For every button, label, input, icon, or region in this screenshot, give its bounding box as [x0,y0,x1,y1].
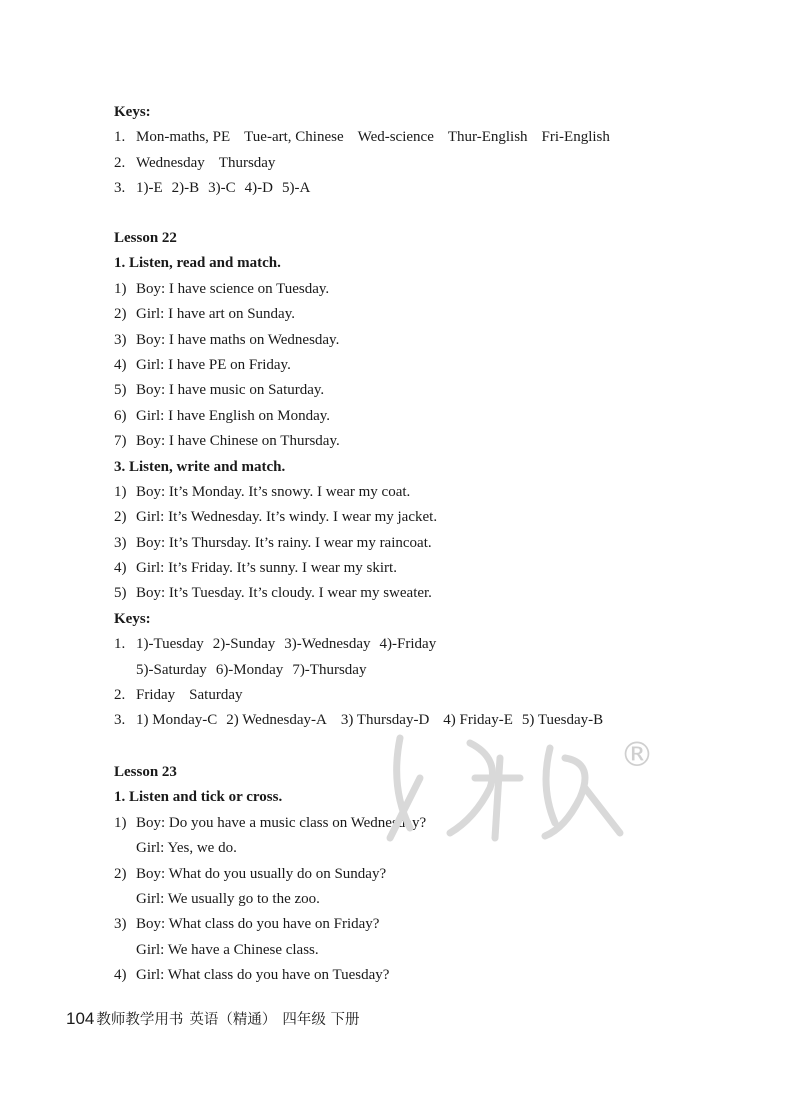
keys-line-2: 2. Wednesday Thursday [114,154,276,171]
page-footer [66,1008,359,1029]
book-grade: 四年级 下册 [282,1012,360,1028]
list-item: 1) Boy: Do you have a music class on Wednesday? [114,814,427,831]
list-item: 5) Boy: It’s Tuesday. It’s cloudy. I wear my sweater. [114,585,432,602]
lesson-23-part1-heading: 1. Listen and tick or cross. [114,789,283,806]
lesson-22-part3-heading: 3. Listen, write and match. [114,458,286,475]
page-number: 104 [66,1009,95,1028]
list-item: 1) Boy: I have science on Tuesday. [114,280,330,297]
registered-mark: ® [620,735,654,775]
book-title: 教师教学用书 [96,1012,184,1028]
keys-title: Keys: [114,104,151,120]
keys-line-1: 1. Mon-maths, PE Tue-art, Chinese Wed-science Thur-English Fri-English [114,129,610,146]
list-item: 3) Boy: What class do you have on Friday? [114,916,380,933]
keys-section-top [114,100,754,202]
keys-line-1-continued: 5)-Saturday 6)-Monday 7)-Thursday [136,661,367,678]
keys-line-1: 1. 1)-Tuesday 2)-Sunday 3)-Wednesday 4)-Friday [114,636,437,653]
list-item: 6) Girl: I have English on Monday. [114,407,330,424]
book-subject: 英语（精通） [189,1012,277,1028]
list-item: 7) Boy: I have Chinese on Thursday. [114,433,340,450]
lesson-22-keys-title: Keys: [114,610,151,627]
lesson-23-title: Lesson 23 [114,764,177,780]
keys-line-2: 2. Friday Saturday [114,687,243,704]
lesson-23-section [114,760,754,989]
lesson-22-title: Lesson 22 [114,230,177,246]
list-item: 4) Girl: I have PE on Friday. [114,356,291,373]
keys-line-3: 3. 1)-E 2)-B 3)-C 4)-D 5)-A [114,180,311,197]
list-item-answer: Girl: Yes, we do. [136,840,237,857]
list-item: 5) Boy: I have music on Saturday. [114,382,325,399]
list-item-answer: Girl: We usually go to the zoo. [136,890,320,907]
list-item: 3) Boy: I have maths on Wednesday. [114,331,340,348]
list-item: 2) Boy: What do you usually do on Sunday? [114,865,387,882]
list-item: 4) Girl: It’s Friday. It’s sunny. I wear my skirt. [114,560,397,577]
lesson-22-section [114,226,754,734]
list-item: 2) Girl: It’s Wednesday. It’s windy. I wear my jacket. [114,509,438,526]
list-item: 1) Boy: It’s Monday. It’s snowy. I wear my coat. [114,483,411,500]
list-item: 4) Girl: What class do you have on Tuesday? [114,967,390,984]
list-item-answer: Girl: We have a Chinese class. [136,941,319,958]
list-item: 2) Girl: I have art on Sunday. [114,306,295,323]
lesson-22-part1-heading: 1. Listen, read and match. [114,255,281,272]
list-item: 3) Boy: It’s Thursday. It’s rainy. I wear my raincoat. [114,534,432,551]
keys-line-3: 3. 1) Monday-C 2) Wednesday-A 3) Thursday-D 4) Friday-E 5) Tuesday-B [114,712,604,729]
